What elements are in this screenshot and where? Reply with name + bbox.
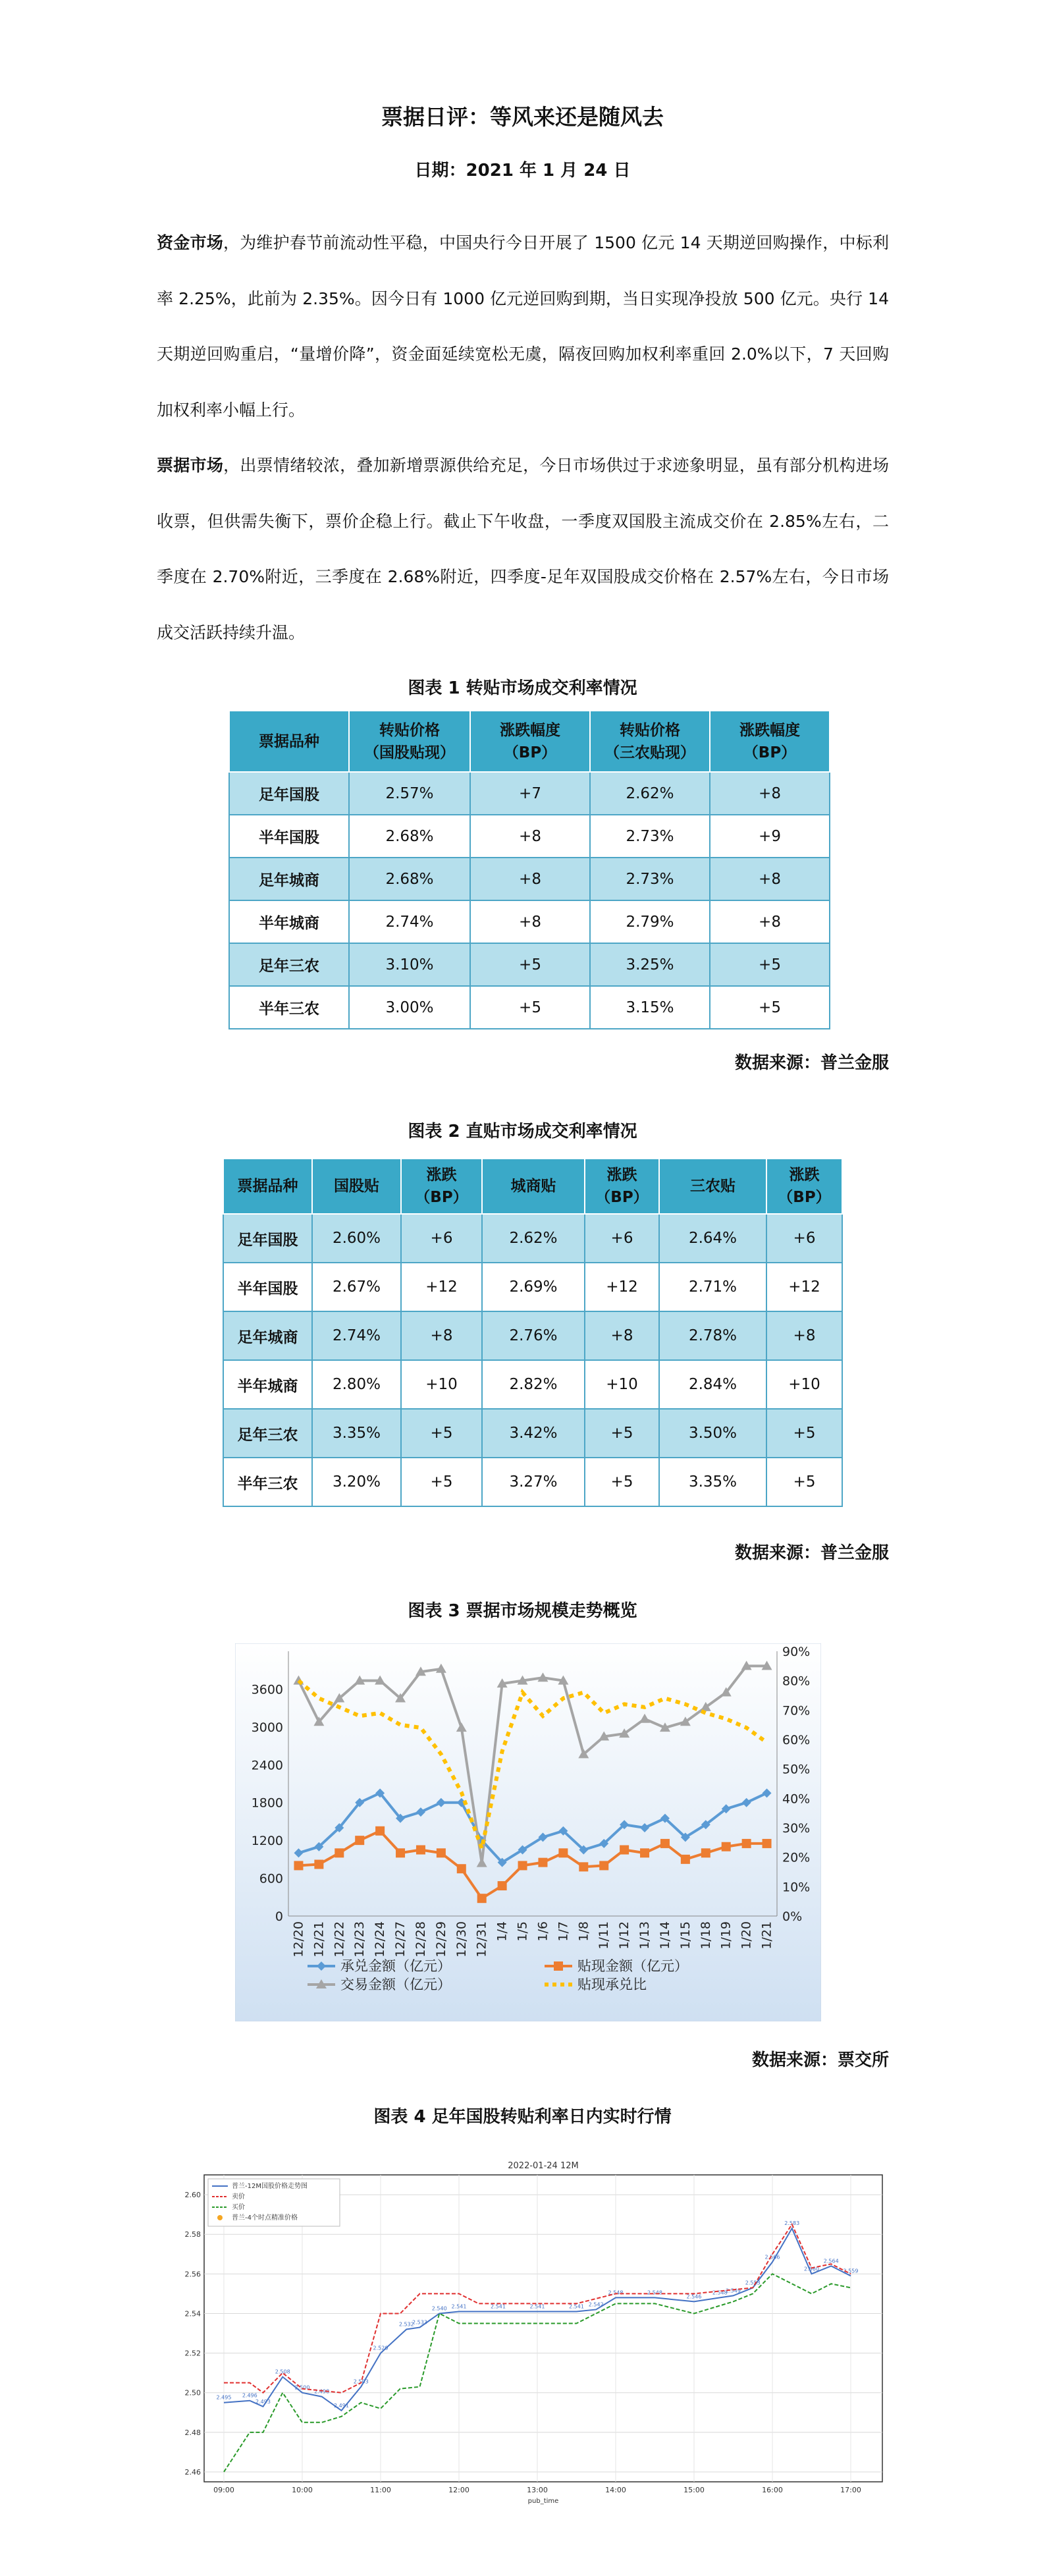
row-label: 半年三农 [223,1458,312,1506]
x-tick-label: 12/28 [413,1921,428,1958]
y-tick-label: 1800 [251,1795,283,1811]
table-cell: +10 [766,1360,842,1409]
y-tick-label: 2.48 [184,2428,201,2437]
column-header [401,1159,482,1214]
column-header [223,1159,312,1214]
data-point [558,1848,568,1857]
y2-tick-label: 60% [782,1733,811,1747]
data-point [620,1846,629,1855]
legend-label: 买价 [232,2204,245,2211]
paragraph-money-market [157,215,889,438]
x-tick-label: 12/24 [373,1921,388,1958]
table-cell: +8 [710,858,830,900]
column-header [482,1159,585,1214]
chart-title: 2022-01-24 12M [508,2161,579,2171]
table-cell: 2.68% [349,815,470,858]
data-point [498,1881,507,1890]
data-point [355,1836,364,1845]
table-cell: 3.27% [482,1458,585,1506]
fig1-table [228,710,830,1029]
data-point [742,1839,751,1848]
x-tick-label: 1/8 [576,1921,591,1942]
x-axis-label: pub_time [527,2498,559,2505]
table-cell: 3.35% [312,1409,401,1458]
table-cell: +12 [585,1263,659,1311]
table-cell: +5 [710,943,830,986]
table-cell: +8 [470,858,590,900]
paragraph-body: ，出票情绪较浓，叠加新增票源供给充足，今日市场供过于求迹象明显，虽有部分机构进场收票，但供需失衡下，票价企稳上行。截止下午收盘，一季度双国股主流成交价在 2.85%左右，二季度在 2.70%附近，三季度在 2.68%附近，四季度-足年双国股成交价格在 2.57%左右，今日市场成交活跃持续升温。 [157,456,889,642]
column-header [585,1159,659,1214]
y-tick-label: 2.58 [184,2230,201,2239]
table-row [223,1263,842,1311]
data-label: 2.566 [764,2254,780,2261]
fig2-title: 图表 2 直贴市场成交利率情况 [408,1122,637,1141]
column-header [229,711,349,772]
column-header [312,1159,401,1214]
data-label: 2.549 [726,2288,741,2294]
column-header [710,711,830,772]
table-row [229,858,830,900]
column-header-text: （BP） [743,744,797,761]
x-tick-label: 12/20 [291,1921,306,1958]
column-header-text: 城商贴 [510,1178,556,1195]
y-tick-label: 2.52 [184,2349,201,2358]
column-header [590,711,710,772]
table-cell: 2.78% [659,1311,766,1360]
x-tick-label: 1/4 [495,1921,510,1942]
legend-label: 交易金额（亿元） [340,1977,451,1992]
table-cell: 3.42% [482,1409,585,1458]
data-label: 2.542 [588,2301,604,2308]
table-cell: 2.76% [482,1311,585,1360]
table-cell: 3.20% [312,1458,401,1506]
table-cell: +6 [401,1214,482,1263]
paragraph-bill-market [157,438,889,661]
legend-label: 贴现承兑比 [577,1977,647,1992]
data-label: 2.503 [353,2378,369,2385]
column-header-text: （BP） [595,1189,649,1206]
legend-label: 普兰-12M国股价格走势图 [232,2183,308,2190]
data-label: 2.491 [334,2402,349,2409]
table-cell: 2.79% [590,900,710,943]
data-point [681,1855,690,1864]
legend-label: 普兰-4个时点精准价格 [232,2214,298,2222]
data-label: 2.546 [686,2293,702,2300]
data-label: 2.533 [412,2319,427,2326]
legend-label: 贴现金额（亿元） [577,1958,688,1974]
y2-tick-label: 10% [782,1880,811,1895]
fig1-title: 图表 1 转贴市场成交利率情况 [408,678,637,698]
paragraph-body: ，为维护春节前流动性平稳，中国央行今日开展了 1500 亿元 14 天期逆回购操作，中标利率 2.25%，此前为 2.35%。因今日有 1000 亿元逆回购到期，当日实现净投放 500 亿元。央行 14 天期逆回购重启，“量增价降”，资金面延续宽松无虞，隔夜回购加权利率重回 2.0%以下，7 天回购加权利率小幅上行。 [157,233,889,420]
table-cell: +8 [710,772,830,815]
y2-tick-label: 50% [782,1762,811,1777]
x-tick-label: 12/21 [311,1921,327,1958]
page-date: 日期：2021 年 1 月 24 日 [414,161,631,180]
table-cell: 2.62% [590,772,710,815]
row-label: 足年国股 [223,1214,312,1263]
table-cell: 2.64% [659,1214,766,1263]
data-label: 2.520 [373,2345,389,2351]
y-tick-label: 3600 [251,1682,283,1697]
table-cell: 2.73% [590,858,710,900]
table-row [223,1458,842,1506]
table-cell: 2.69% [482,1263,585,1311]
data-label: 2.496 [242,2392,257,2399]
x-tick-label: 17:00 [840,2486,861,2494]
table-row [223,1311,842,1360]
column-header-text: （BP） [778,1189,831,1206]
data-point [437,1848,446,1857]
table-cell: 2.73% [590,815,710,858]
y2-tick-label: 90% [782,1645,811,1659]
table-cell: +5 [470,943,590,986]
data-label: 2.583 [784,2220,800,2227]
y-tick-label: 2.46 [184,2467,201,2477]
fig3-source: 数据来源：票交所 [751,2050,889,2070]
table-row [223,1214,842,1263]
x-tick-label: 1/18 [698,1921,713,1950]
row-label: 足年城商 [223,1311,312,1360]
fig3-chart [235,1643,821,2021]
table-cell: +5 [585,1409,659,1458]
table-cell: 2.62% [482,1214,585,1263]
x-tick-label: 1/12 [617,1921,632,1950]
column-header-text: 涨跌 [789,1166,820,1184]
data-point [579,1862,588,1871]
table-row [229,772,830,815]
table-cell: 2.74% [349,900,470,943]
table-row [223,1360,842,1409]
table-cell: 2.80% [312,1360,401,1409]
column-header [349,711,470,772]
column-header-text: 涨跌 [426,1166,457,1184]
x-tick-label: 1/6 [535,1921,550,1942]
table-cell: 3.10% [349,943,470,986]
column-header [766,1159,842,1214]
table-cell: +10 [585,1360,659,1409]
data-point [701,1848,710,1857]
column-header-text: （BP） [415,1189,468,1206]
y-tick-label: 2.60 [184,2191,201,2200]
table-cell: 2.68% [349,858,470,900]
x-tick-label: 12/29 [433,1921,448,1958]
data-point [640,1848,649,1857]
x-tick-label: 15:00 [683,2486,705,2494]
y-tick-label: 2.54 [184,2309,201,2318]
table-cell: +5 [766,1409,842,1458]
table-row [229,815,830,858]
data-label: 2.541 [451,2303,467,2310]
data-label: 2.553 [745,2280,761,2286]
table-cell: +5 [401,1458,482,1506]
table-cell: +8 [710,900,830,943]
scale-trend-chart [235,1643,821,2021]
x-tick-label: 09:00 [213,2486,234,2494]
y2-tick-label: 40% [782,1792,811,1807]
y2-tick-label: 30% [782,1821,811,1836]
x-tick-label: 13:00 [527,2486,548,2494]
x-tick-label: 1/14 [657,1921,672,1950]
column-header-text: 涨跌幅度 [500,721,560,739]
fig3-title: 图表 3 票据市场规模走势概览 [408,1601,637,1621]
row-label: 足年三农 [223,1409,312,1458]
table-cell: 2.82% [482,1360,585,1409]
table-cell: +8 [401,1311,482,1360]
fig2-table [223,1158,843,1507]
data-point [416,1846,425,1855]
table-cell: 3.00% [349,986,470,1029]
table-cell: +6 [766,1214,842,1263]
table-cell: +8 [585,1311,659,1360]
data-point [375,1826,385,1836]
table-row [229,943,830,986]
paragraph-lead: 票据市场 [157,456,224,475]
row-label: 半年城商 [223,1360,312,1409]
table-row [229,986,830,1029]
column-header-text: （BP） [503,744,557,761]
y-tick-label: 2400 [251,1758,283,1773]
x-tick-label: 11:00 [370,2486,391,2494]
x-tick-label: 1/13 [637,1921,653,1950]
data-point [538,1858,547,1867]
data-label: 2.548 [647,2289,662,2296]
fig1-source: 数据来源：普兰金服 [734,1053,889,1073]
column-header-text: 转贴价格 [620,721,680,739]
table-cell: +10 [401,1360,482,1409]
row-label: 足年三农 [229,943,349,986]
table-cell: +7 [470,772,590,815]
legend-label: 承兑金额（亿元） [340,1958,451,1974]
data-point [763,1839,772,1848]
x-tick-label: 14:00 [605,2486,626,2494]
column-header-text: 票据品种 [259,732,319,750]
table-row [229,900,830,943]
data-label: 2.541 [569,2303,584,2310]
table-cell: 2.74% [312,1311,401,1360]
fig2-source: 数据来源：普兰金服 [734,1543,889,1563]
table-cell: +9 [710,815,830,858]
x-tick-label: 1/21 [759,1921,774,1950]
table-cell: +6 [585,1214,659,1263]
legend-swatch [217,2215,223,2220]
table-cell: +5 [585,1458,659,1506]
column-header-text: 三农贴 [690,1178,736,1195]
x-tick-label: 1/5 [515,1921,530,1942]
table-cell: +8 [766,1311,842,1360]
legend-label: 卖价 [232,2193,245,2201]
data-point [314,1860,323,1869]
y-tick-label: 3000 [251,1720,283,1735]
row-label: 半年国股 [229,815,349,858]
column-header [470,711,590,772]
table-cell: +5 [766,1458,842,1506]
table-row [223,1409,842,1458]
data-label: 2.540 [431,2305,447,2312]
column-header-text: 转贴价格 [379,721,440,739]
data-point [660,1839,670,1848]
y2-tick-label: 70% [782,1703,811,1718]
table-cell: 3.50% [659,1409,766,1458]
data-label: 2.560 [804,2266,819,2272]
data-label: 2.541 [491,2303,506,2310]
table-cell: 2.67% [312,1263,401,1311]
data-label: 2.532 [398,2321,414,2328]
table-cell: 3.35% [659,1458,766,1506]
table-cell: +5 [401,1409,482,1458]
y2-tick-label: 0% [782,1909,803,1924]
x-tick-label: 1/15 [678,1921,693,1950]
column-header [659,1159,766,1214]
y-tick-label: 0 [275,1909,283,1924]
fig4-title: 图表 4 足年国股转贴利率日内实时行情 [373,2107,672,2127]
data-point [335,1848,344,1857]
data-label: 2.559 [843,2268,859,2274]
x-tick-label: 16:00 [762,2486,783,2494]
data-label: 2.495 [216,2394,232,2401]
data-label: 2.498 [314,2388,330,2395]
column-header-text: （国股贴现） [364,744,455,761]
y-tick-label: 600 [259,1871,283,1886]
table-cell: +12 [766,1263,842,1311]
data-label: 2.548 [712,2289,728,2296]
data-label: 2.564 [823,2258,839,2264]
column-header-text: 国股贴 [334,1178,379,1195]
data-point [477,1894,487,1903]
data-label: 2.541 [529,2303,545,2310]
y2-tick-label: 80% [782,1674,811,1689]
x-tick-label: 12:00 [448,2486,469,2494]
data-label: 2.548 [608,2289,624,2296]
x-tick-label: 1/11 [597,1921,612,1950]
column-header-text: （三农贴现） [604,744,695,761]
row-label: 半年三农 [229,986,349,1029]
column-header-text: 涨跌 [606,1166,637,1184]
x-tick-label: 12/30 [454,1921,469,1958]
y-tick-label: 2.56 [184,2270,201,2279]
data-point [554,1961,563,1971]
table-cell: +8 [470,900,590,943]
page-title: 票据日评：等风来还是随风去 [381,104,664,130]
column-header-text: 涨跌幅度 [739,721,800,739]
x-tick-label: 1/20 [739,1921,754,1950]
row-label: 半年城商 [229,900,349,943]
data-label: 2.508 [275,2369,290,2375]
x-tick-label: 12/31 [474,1921,489,1958]
y-tick-label: 1200 [251,1834,283,1849]
table-cell: +5 [710,986,830,1029]
x-tick-label: 10:00 [292,2486,313,2494]
table-cell: +5 [470,986,590,1029]
row-label: 足年城商 [229,858,349,900]
table-cell: 2.84% [659,1360,766,1409]
table-cell: +12 [401,1263,482,1311]
table-cell: 3.25% [590,943,710,986]
y2-tick-label: 20% [782,1850,811,1865]
table-cell: +8 [470,815,590,858]
table-cell: 2.71% [659,1263,766,1311]
table-cell: 2.60% [312,1214,401,1263]
x-tick-label: 1/19 [718,1921,734,1950]
row-label: 半年国股 [223,1263,312,1311]
data-point [722,1842,731,1851]
data-point [457,1864,466,1873]
data-point [396,1848,405,1857]
x-tick-label: 12/22 [332,1921,347,1958]
data-point [599,1861,608,1870]
data-label: 2.500 [294,2384,310,2391]
x-tick-label: 12/27 [393,1921,408,1958]
data-point [518,1861,527,1870]
data-label: 2.493 [255,2398,271,2405]
fig4-chart [178,2155,890,2511]
row-label: 足年国股 [229,772,349,815]
x-tick-label: 12/23 [352,1921,367,1958]
paragraph-lead: 资金市场 [157,233,223,252]
table-cell: 3.15% [590,986,710,1029]
y-tick-label: 2.50 [184,2388,201,2398]
intraday-rate-chart [178,2155,890,2511]
table-cell: 2.57% [349,772,470,815]
column-header-text: 票据品种 [237,1178,298,1195]
x-tick-label: 1/7 [556,1921,571,1942]
data-point [294,1861,303,1870]
